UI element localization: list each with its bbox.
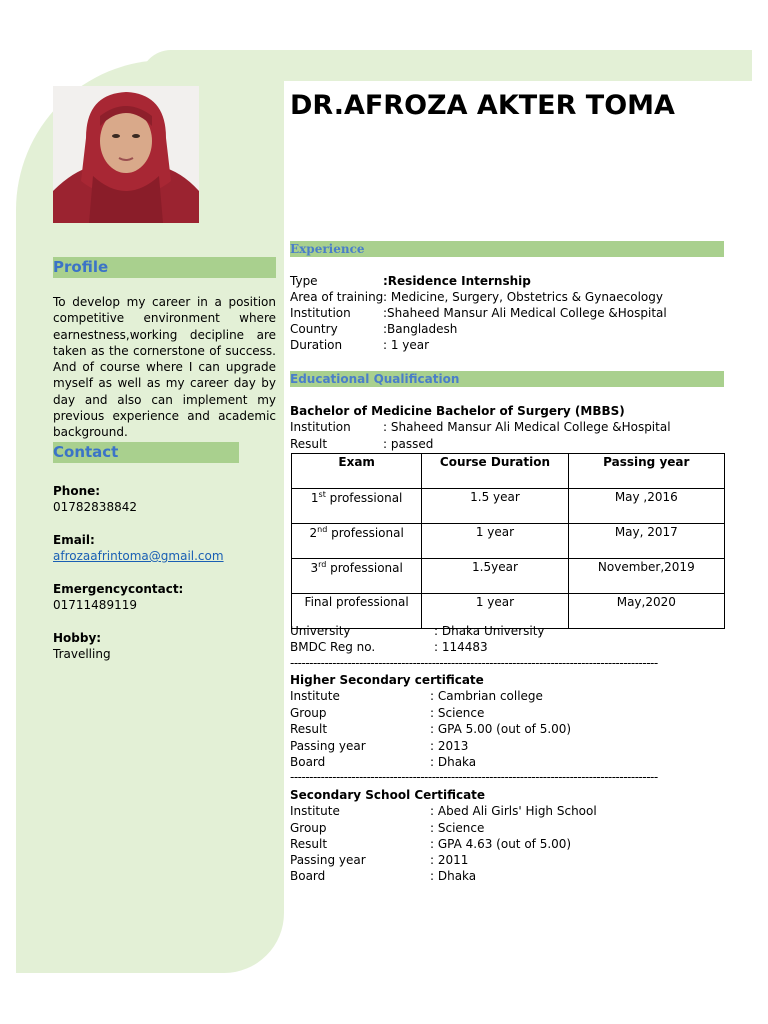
bmdc-label: BMDC Reg no.	[290, 640, 376, 654]
hsc-value: : GPA 5.00 (out of 5.00)	[430, 722, 572, 736]
exam-cell	[292, 524, 422, 559]
exam-name: professional	[327, 526, 404, 540]
duration-cell: 1 year	[422, 524, 568, 559]
table-row	[292, 489, 725, 524]
ssc-label: Group	[290, 821, 327, 835]
exam-name: Final professional	[304, 595, 409, 609]
year-cell: November,2019	[568, 559, 724, 594]
mbbs-institution-value: : Shaheed Mansur Ali Medical College &Hospital	[383, 420, 671, 434]
hsc-value: : Science	[430, 706, 485, 720]
experience-value: :Shaheed Mansur Ali Medical College &Hospital	[383, 306, 667, 320]
ssc-value: : Abed Ali Girls' High School	[430, 804, 597, 818]
hsc-label: Board	[290, 755, 326, 769]
university-value: : Dhaka University	[434, 624, 545, 638]
ssc-value: : GPA 4.63 (out of 5.00)	[430, 837, 572, 851]
exam-ordinal: nd	[317, 525, 328, 534]
profile-photo	[53, 86, 199, 223]
hsc-label: Passing year	[290, 739, 366, 753]
profile-heading	[53, 257, 276, 278]
ssc-label: Institute	[290, 804, 340, 818]
hsc-label: Result	[290, 722, 328, 736]
exam-name: professional	[325, 491, 403, 505]
bmdc-value: : 114483	[434, 640, 488, 654]
table-header-duration: Course Duration	[422, 454, 568, 489]
experience-heading	[290, 241, 724, 257]
hsc-label: Institute	[290, 689, 340, 703]
exam-cell	[292, 489, 422, 524]
hsc-value: : Dhaka	[430, 755, 477, 769]
ssc-label: Result	[290, 837, 328, 851]
table-row	[292, 559, 725, 594]
table-header-exam: Exam	[292, 454, 422, 489]
hsc-value: : Cambrian college	[430, 689, 543, 703]
exam-number: 1	[310, 491, 319, 505]
profile-heading-label: Profile	[53, 258, 109, 276]
exam-ordinal: st	[318, 490, 326, 499]
experience-value: : 1 year	[383, 338, 430, 352]
experience-value: : Medicine, Surgery, Obstetrics & Gynaecology	[383, 290, 663, 304]
divider: ------------------------------------------------------------------------------------------------	[290, 656, 658, 670]
mbbs-institution-label: Institution	[290, 420, 351, 434]
mbbs-exam-table	[291, 453, 725, 629]
hsc-label: Group	[290, 706, 327, 720]
experience-label	[290, 289, 383, 305]
hsc-value: : 2013	[430, 739, 469, 753]
hobby-label: Hobby:	[53, 631, 102, 645]
exam-ordinal: rd	[318, 560, 327, 569]
mbbs-result-value: : passed	[383, 437, 434, 451]
duration-cell: 1.5 year	[422, 489, 568, 524]
duration-cell: 1 year	[422, 594, 568, 629]
candidate-name: DR.AFROZA AKTER TOMA	[290, 90, 675, 121]
experience-label: Country	[290, 322, 338, 336]
university-label: University	[290, 624, 351, 638]
ssc-label: Passing year	[290, 853, 366, 867]
ssc-title: Secondary School Certificate	[290, 788, 486, 802]
year-cell: May, 2017	[568, 524, 724, 559]
experience-label-text: Area of training	[290, 290, 384, 304]
exam-cell	[292, 559, 422, 594]
phone-value: 01782838842	[53, 500, 137, 514]
duration-cell: 1.5year	[422, 559, 568, 594]
table-row	[292, 524, 725, 559]
exam-name: professional	[326, 561, 403, 575]
phone-label: Phone:	[53, 484, 101, 498]
experience-label: Institution	[290, 306, 351, 320]
divider: ------------------------------------------------------------------------------------------------	[290, 770, 658, 784]
exam-number: 3	[310, 561, 319, 575]
ssc-value: : Science	[430, 821, 485, 835]
experience-label: Type	[290, 274, 318, 288]
table-header-row	[292, 454, 725, 489]
contact-heading	[53, 442, 239, 463]
email-link[interactable]: afrozaafrintoma@gmail.com	[53, 549, 224, 563]
email-label: Email:	[53, 533, 95, 547]
hsc-title: Higher Secondary certificate	[290, 673, 484, 687]
contact-heading-label: Contact	[53, 443, 119, 461]
emergency-contact-value: 01711489119	[53, 598, 137, 612]
year-cell: May,2020	[568, 594, 724, 629]
year-cell: May ,2016	[568, 489, 724, 524]
experience-heading-label: Experience	[290, 242, 365, 256]
ssc-value: : Dhaka	[430, 869, 477, 883]
hobby-value: Travelling	[53, 647, 111, 661]
table-header-year: Passing year	[568, 454, 724, 489]
exam-number: 2	[309, 526, 318, 540]
mbbs-title: Bachelor of Medicine Bachelor of Surgery (MBBS)	[290, 404, 625, 418]
ssc-value: : 2011	[430, 853, 469, 867]
experience-value: :Bangladesh	[383, 322, 458, 336]
education-heading	[290, 371, 724, 387]
experience-label: Duration	[290, 338, 343, 352]
emergency-contact-label: Emergencycontact:	[53, 582, 184, 596]
mbbs-result-label: Result	[290, 437, 328, 451]
experience-value: :Residence Internship	[383, 274, 531, 288]
profile-summary: To develop my career in a position competitive environment where earnestness,working decipline are taken as the cornerstone of success. And of course where I can upgrade myself as well as my career day by day and also can implement my previous experience and academic background.	[53, 295, 276, 440]
ssc-label: Board	[290, 869, 326, 883]
education-heading-label: Educational Qualification	[290, 372, 460, 386]
